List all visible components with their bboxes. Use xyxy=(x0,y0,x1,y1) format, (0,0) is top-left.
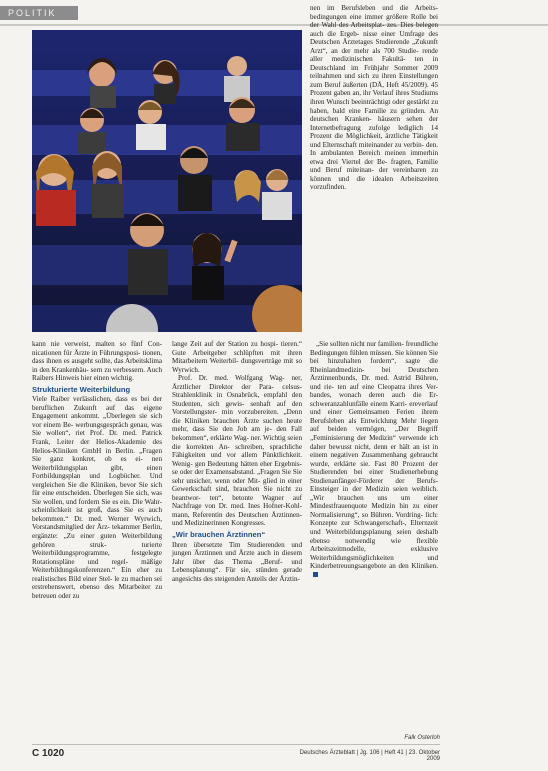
subheading-aerztinnen: „Wir brauchen Ärztinnen“ xyxy=(172,530,266,540)
paragraph: Ihren übersetzte Tim Studierenden und jungen Ärztinnen und Ärzte auch in diesem Jahr über das Thema „Beruf- und Lebensplanung“. Für sie, stünden gerade angesichts des steigenden Anteils der Ärztin- xyxy=(172,540,302,583)
end-of-article-mark xyxy=(313,572,318,577)
text-column-3-lower xyxy=(310,340,438,579)
journal-info: Deutsches Ärzteblatt | Jg. 106 | Heft 41 | 23. Oktober 2009 xyxy=(299,750,440,762)
subheading-weiterbildung: Strukturierte Weiterbildung xyxy=(32,384,131,394)
paragraph xyxy=(310,340,438,579)
photo-illustration xyxy=(32,30,302,332)
text-column-3-upper xyxy=(310,4,438,192)
paragraph-text: „Sie sollten nicht nur familien- freundliche Bedingungen fühlen müssen. Sie können Sie bei hinzuhalten fordern“, sagte die Rheinlandmedizin- bei Deutschen Ärztinnenbunds, Dr. med. Astrid Bühren, und rie- ten auf eine Cleopatra ihres Ver- bandes, wonach deren auch die Er- schweranzahlunfälle einem Karri- ereverlauf und einer Gemeinsamen Ferien ihrem Berufsleben als Entwicklung Mehr liegen auf beiden vermögen, „Der Begriff „Feminisierung der Medizin“ verwende ich daher bewusst nicht, denn er hält an ist in einem negativen Zusammenhang gebraucht wurde, erklärte sie. Fast 80 Prozent der Studierenden bei einer Studienerhebung Studienanfänger-Förderer der Berufs-Einsteiger in der Medizin seien weiblich. „Wir brauchen uns um einer Mindestfrauenquote Medizin hin zu einer Normalisierung“, so Bühren. Vordring- lich: Konzepte zur Schwangerschaft-, Elternzeit und Weiterbildungsplanung seien deshalb ebenso notwendig wie flexible Arbeitszeitmodelle, exklusive Weiterbildungsmöglichkeiten und Kinderbetreuungsangebote an den Kliniken. xyxy=(310,340,438,571)
footer-rule xyxy=(32,744,440,745)
paragraph: Prof. Dr. med. Wolfgang Wag- ner, Ärztlicher Direktor der Para- celsus-Strahlenklinik in Osnabrück, empfahl den Studenten, sich gewis- senhaft auf den Vorstellungster- min vorzubereiten. „Denn die Kliniken brauchen Ärzte suchen heute mehr, dass Sie den Job am je- den Fall bekommen“, erklärte Wag- ner. Wichtig seien die korrekten An- schreiben, sprachliche Fähigkeiten und vor allem Pünktlichkeit. Wenig- gen Bedeutung hätten eher Ergebnis- se oder der Examensabstand. „Fragen Sie Sie sehr unsicher, wenn oder Mit- glied in einer Gewerkschaft sind, brauchen Sie nicht zu beantwor- ten“, betonte Wagner auf Nachfrage von Dr. med. Ines Hofner-Kohl- mann, Referentin des Deutschen Ärztinnen- und Medizinerinnen Kongresses. xyxy=(172,374,302,528)
header-rule xyxy=(0,24,548,26)
paragraph: kann nie verweist, malten so fünf Con- nicationen für Ärzte in Führungsposi- tionen, dass ihnen es ausgeht sollte, das Arbeitsklima in den Krankenhäu- sern zu verbessern. Auch Raibers Hinweis hier einen wichtig. xyxy=(32,340,162,383)
text-column-1 xyxy=(32,340,162,600)
author-credit: Falk Osterloh xyxy=(404,735,440,741)
section-label: POLITIK xyxy=(0,6,78,20)
paragraph: Viele Raiber verlässlichen, dass es bei der beruflichen Zukunft auf das eigene Engagement ankommt. „Überlegen sie sich vor einem Be- werbungsgespräch genau, was Sie wollen“, riet Prof. Dr. med. Patrick Frank, Leiter der Helios-Akademie des Helios-Kliniken GmbH in Berlin. „Fragen Sie ganz konkret, ob es ei- nen Weiterbildungsplan gibt, einen Fortbildungsplan und Logbücher. Und vergleichen Sie die Kliniken, bevor Sie sich für eine entscheiden. Überlegen Sie sich, was Sie wollen, und fordern Sie es ein. Die Wahr- scheinlichkeit ist groß, dass Sie es auch bekommen.“ Dr. med. Werner Wyrwich, Vorstandsmitglied der Ärz- tekammer Berlin, ergänzte: „Zu einer guten Weiterbildung gehören struk- turierte Weiterbildungsprogramme, festgelegte Rotationspläne und regel- mäßige Weiterbildungskonferenzen.“ Ein eher zu realistisches Bild einer Stel- le zu machen sei erstrebenswert, ebenso des Mitarbeiter zu betreuen oder zu xyxy=(32,395,162,600)
lecture-hall-photo xyxy=(32,30,302,332)
text-column-2 xyxy=(172,340,302,583)
page-number: C 1020 xyxy=(32,748,65,759)
paragraph: lange Zeit auf der Station zu hospi- tieren.“ Gute Arbeitgeber schlüpften mit ihren Mitarbeitern Weiterbil- dungsverträge mit so Wyrwich. xyxy=(172,340,302,374)
paragraph: nen im Berufsleben und die Arbeits- bedingungen eine immer größere Rolle bei der Wahl des Arbeitsplat- zes. Dies belegen auch die Ergeb- nisse einer Umfrage des Deutschen Ärztetages Studierende „Zukunft Arzt“, an der mehr als 700 Studie- rende aller medizinischen Fakultä- ten in Deutschland im Frühjahr Sommer 2009 teilnahmen und sich zu ihren Einstellungen zum Beruf äußerten (DÄ, Heft 45/2009). 45 Prozent gaben an, ihr Verlauf ihres Studiums ihren Wunsch beeinträchtigt oder gestärkt zu haben, bald eine Familie zu gründen. An deutschen Kranken- häusern sehen der Internetbefragung zufolge lediglich 14 Prozent die Möglichkeit, ärztliche Tätigkeit und Elternschaft miteinander zu verbin- den. In ambulanten Bereich meinen immerhin etwa drei Viertel der Be- fragten, Familie und Beruf miteinan- der vereinbaren zu können und die idealen Arbeitszeiten vorzufinden. xyxy=(310,4,438,192)
